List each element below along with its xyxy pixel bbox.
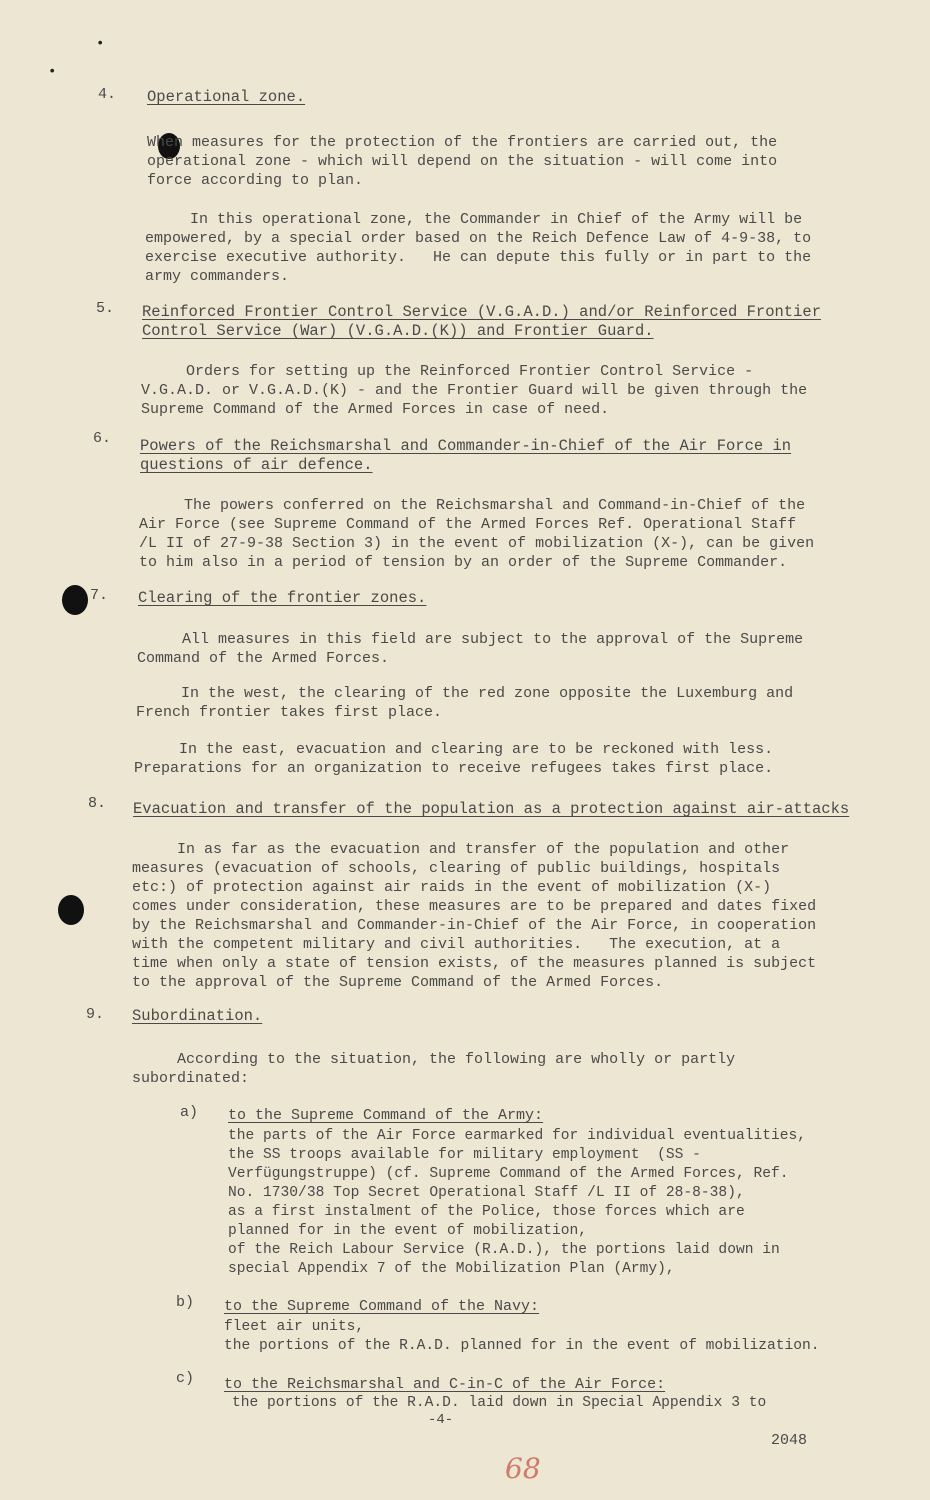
subitem-heading: to the Supreme Command of the Army:: [228, 1107, 544, 1124]
section-number: 4.: [98, 86, 117, 103]
punch-hole-bottom: [58, 895, 84, 925]
section-paragraph: According to the situation, the following are wholly or partly subordinated:: [132, 1051, 736, 1087]
subitem-heading: to the Reichsmarshal and C-in-C of the Air Force:: [224, 1376, 666, 1393]
subitem-label: b): [176, 1294, 195, 1311]
section-heading: Operational zone.: [147, 88, 306, 106]
section-number: 5.: [96, 300, 115, 317]
handwritten-page-number: 68: [505, 1452, 541, 1485]
stray-mark-top: •: [96, 36, 105, 52]
section-number: 7.: [90, 587, 109, 604]
section-paragraph: In the east, evacuation and clearing are to be reckoned with less. Preparations for an organization to receive refugees takes first place.: [134, 741, 774, 777]
stray-mark-left: •: [48, 64, 57, 80]
subitem-body: the parts of the Air Force earmarked for individual eventualities, the SS troops available for military employment (SS - Verfügungstruppe) (cf. Supreme Command of the Armed Forces, Ref. No. 1730/38 Top Secret Operational Staff /L II of 28-8-38), as a first instalment of the Police, those forces which are planned for in the event of mobilization, of the Reich Labour Service (R.A.D.), the portions laid down in special Appendix 7 of the Mobilization Plan (Army),: [228, 1128, 807, 1277]
section-number: 9.: [86, 1006, 105, 1023]
section-heading: Powers of the Reichsmarshal and Commander-in-Chief of the Air Force in: [140, 437, 792, 455]
document-number: 2048: [771, 1432, 808, 1449]
punch-hole-middle: [62, 585, 88, 615]
section-number: 6.: [93, 430, 112, 447]
subitem-label: c): [176, 1370, 195, 1387]
section-paragraph: In the west, the clearing of the red zone opposite the Luxemburg and French frontier takes first place.: [136, 685, 794, 721]
subitem-label: a): [180, 1104, 199, 1121]
section-heading: Reinforced Frontier Control Service (V.G.A.D.) and/or Reinforced Frontier: [142, 303, 822, 321]
section-heading: questions of air defence.: [140, 456, 373, 474]
subitem-body: fleet air units, the portions of the R.A.D. planned for in the event of mobilization.: [224, 1319, 820, 1354]
section-paragraph: In this operational zone, the Commander in Chief of the Army will be empowered, by a special order based on the Reich Defence Law of 4-9-38, to exercise executive authority. He can depute this fully or in part to the army commanders.: [145, 211, 812, 285]
subitem-body: the portions of the R.A.D. laid down in Special Appendix 3 to: [232, 1395, 767, 1411]
section-paragraph: The powers conferred on the Reichsmarshal and Command-in-Chief of the Air Force (see Supreme Command of the Armed Forces Ref. Operational Staff /L II of 27-9-38 Section 3) in the event of mobilization (X-), can be given to him also in a period of tension by an order of the Supreme Commander.: [139, 497, 815, 571]
section-heading: Subordination.: [132, 1007, 263, 1025]
section-paragraph: All measures in this field are subject to the approval of the Supreme Command of the Armed Forces.: [137, 631, 804, 667]
section-heading: Clearing of the frontier zones.: [138, 589, 427, 607]
section-paragraph: Orders for setting up the Reinforced Frontier Control Service - V.G.A.D. or V.G.A.D.(K) - and the Frontier Guard will be given through the Supreme Command of the Armed Forces in case of need.: [141, 363, 808, 418]
subitem-heading: to the Supreme Command of the Navy:: [224, 1298, 540, 1315]
section-paragraph: In as far as the evacuation and transfer of the population and other measures (evacuation of schools, clearing of public buildings, hospitals etc:) of protection against air raids in the event of mobilization (X-) comes under consideration, these measures are to be prepared and dates fixed by the Reichsmarshal and Commander-in-Chief of the Air Force, in cooperation with the competent military and civil authorities. The execution, at a time when only a state of tension exists, of the measures planned is subject to the approval of the Supreme Command of the Armed Forces.: [132, 841, 817, 991]
page-number: -4-: [428, 1412, 454, 1428]
section-heading: Control Service (War) (V.G.A.D.(K)) and Frontier Guard.: [142, 322, 654, 340]
section-heading: Evacuation and transfer of the population as a protection against air-attacks: [133, 800, 850, 818]
section-number: 8.: [88, 795, 107, 812]
section-paragraph: When measures for the protection of the frontiers are carried out, the operational zone - which will depend on the situation - will come into force according to plan.: [147, 134, 778, 189]
